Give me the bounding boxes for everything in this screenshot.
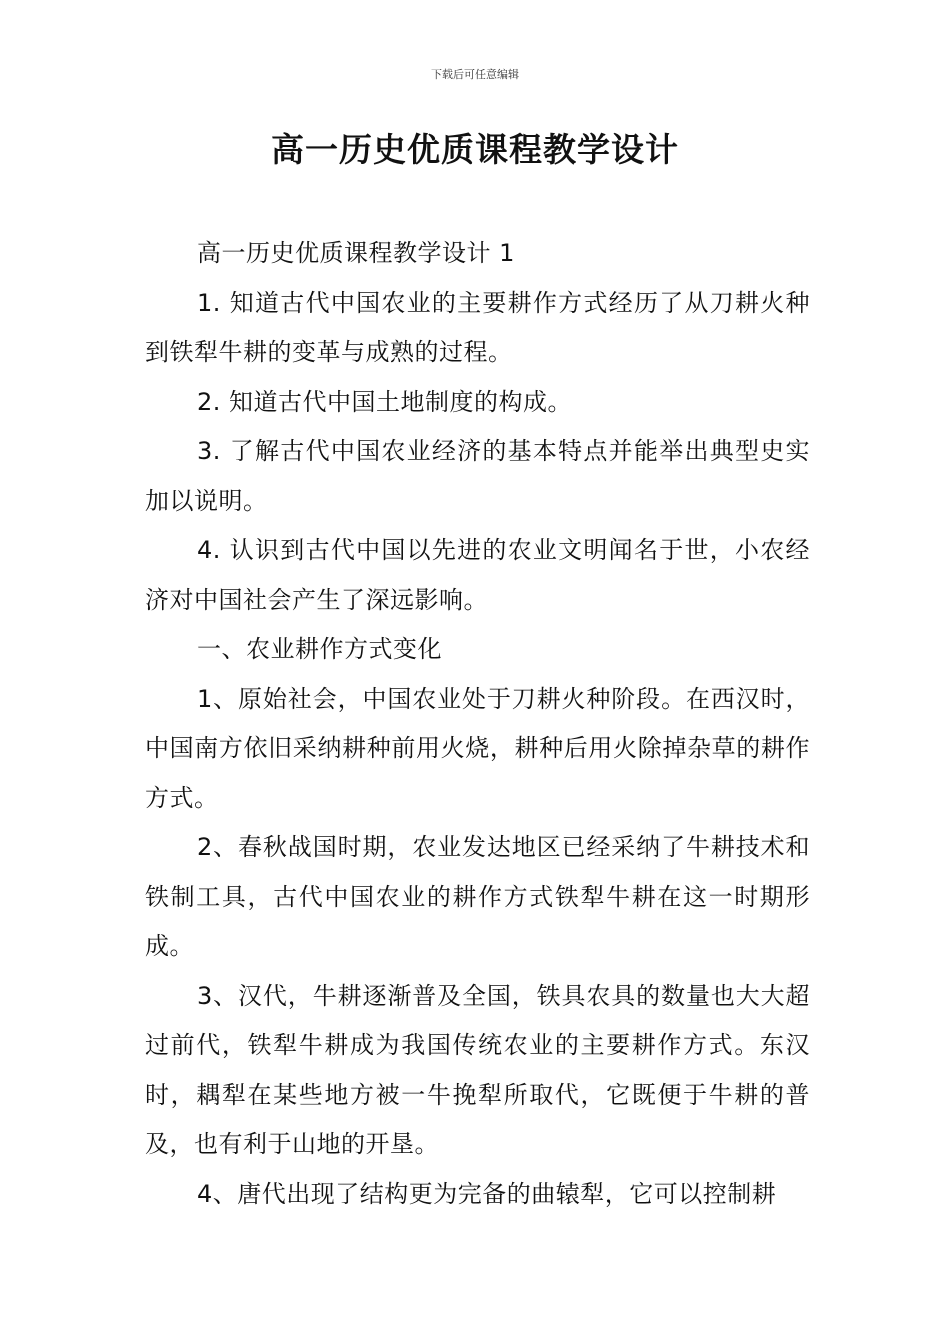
paragraph-goal-4: 4. 认识到古代中国以先进的农业文明闻名于世，小农经济对中国社会产生了深远影响。 <box>145 536 810 614</box>
paragraph-point-2: 2、春秋战国时期，农业发达地区已经采纳了牛耕技术和铁制工具，古代中国农业的耕作方式铁犁牛耕在这一时期形成。 <box>145 833 810 960</box>
document-title: 高一历史优质课程教学设计 <box>271 130 679 169</box>
header-note: 下载后可任意编辑 <box>431 68 519 81</box>
paragraph-goal-1: 1. 知道古代中国农业的主要耕作方式经历了从刀耕火种到铁犁牛耕的变革与成熟的过程。 <box>145 288 810 366</box>
document-body <box>145 229 810 1219</box>
paragraph-goal-3: 3. 了解古代中国农业经济的基本特点并能举出典型史实加以说明。 <box>145 437 810 515</box>
paragraph-point-1: 1、原始社会，中国农业处于刀耕火种阶段。在西汉时，中国南方依旧采纳耕种前用火烧，耕种后用火除掉杂草的耕作方式。 <box>145 684 810 812</box>
paragraph-point-4: 4、唐代出现了结构更为完备的曲辕犁，它可以控制耕 <box>197 1179 777 1208</box>
paragraph-goal-2: 2. 知道古代中国土地制度的构成。 <box>197 387 573 416</box>
paragraph-subtitle: 高一历史优质课程教学设计 1 <box>197 239 515 267</box>
paragraph-point-3: 3、汉代，牛耕逐渐普及全国，铁具农具的数量也大大超过前代，铁犁牛耕成为我国传统农业的主要耕作方式。东汉时，耦犁在某些地方被一牛挽犁所取代，它既便于牛耕的普及，也有利于山地的开垦。 <box>145 981 810 1158</box>
section-heading: 一、农业耕作方式变化 <box>197 635 442 663</box>
